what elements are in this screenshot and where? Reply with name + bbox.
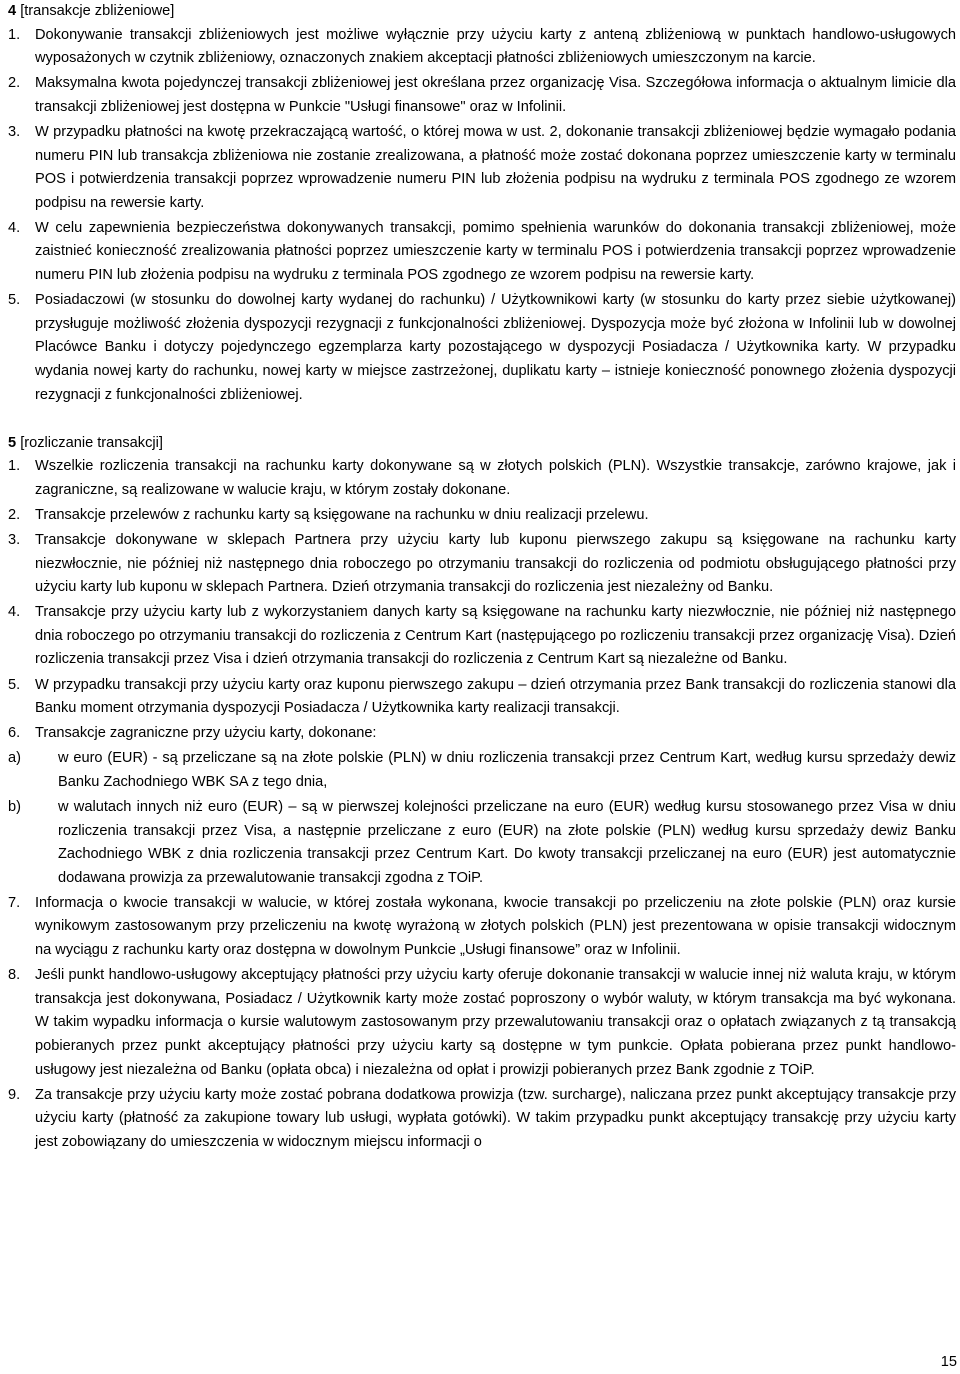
section-4 <box>8 0 956 407</box>
section-5-item-5 <box>8 674 956 721</box>
section-4-title: [transakcje zbliżeniowe] <box>20 3 175 19</box>
item-marker: 6. <box>8 725 21 742</box>
section-4-item-4 <box>8 217 956 288</box>
subitem-text: w euro (EUR) - są przeliczane są na złote polskie (PLN) w dniu rozliczenia transakcji przez Centrum Kart, według kursu sprzedaży dewiz Banku Zachodniego WBK SA z tego dnia, <box>58 750 956 790</box>
section-5-item-4 <box>8 601 956 672</box>
section-4-item-3 <box>8 121 956 215</box>
item-marker: 7. <box>8 894 21 911</box>
item-marker: 5. <box>8 676 21 693</box>
section-4-item-2 <box>8 72 956 119</box>
item-text: Transakcje zagraniczne przy użyciu karty, dokonane: <box>35 725 377 742</box>
item-text: Za transakcje przy użyciu karty może zostać pobrana dodatkowa prowizja (tzw. surcharge), naliczana przez punkt akceptujący transakcje przy użyciu karty (płatność za zakupione towary lub usługi, wypłata gotówki). W takim przypadku punkt akceptujący transakcję przy użyciu karty jest zobowiązany do umieszczenia w widocznym miejscu informacji o <box>35 1086 956 1150</box>
section-5-item-1 <box>8 455 956 502</box>
item-marker: 3. <box>8 531 21 548</box>
item-marker: 9. <box>8 1086 21 1103</box>
item-text: Maksymalna kwota pojedynczej transakcji zbliżeniowej jest określana przez organizację Visa. Szczegółowa informacja o aktualnym limicie dla transakcji zbliżeniowej jest dostępna w Punkcie "Usługi finansowe" oraz w Infolinii. <box>35 75 956 115</box>
item-text: W przypadku transakcji przy użyciu karty oraz kuponu pierwszego zakupu – dzień otrzymania przez Bank transakcji do rozliczenia stanowi dla Banku moment otrzymania dyspozycji Posiadacza / Użytkownika karty realizacji transakcji. <box>35 676 956 717</box>
item-text: Jeśli punkt handlowo-usługowy akceptujący płatności przy użyciu karty oferuje dokonanie transakcji w walucie innej niż waluta kraju, w którym transakcja jest dokonywana, Posiadacz / Użytkownik karty może zostać poproszony o wybór waluty, w którym transakcja ma być wykonana. W takim wypadku informacja o kursie walutowym zastosowanym przy przewalutowaniu transakcji oraz o opłatach związanych z tą transakcją pobieranych przez punkt akceptujący płatności przy użyciu karty są dostępne w tym punkcie. Opłata pobierana przez punkt handlowo-usługowy jest niezależna od Banku (opłata obca) i niezależna od opłat i prowizji pobieranych przez Bank zgodnie z TOiP. <box>35 967 956 1078</box>
section-4-item-5 <box>8 289 956 407</box>
item-text: Posiadaczowi (w stosunku do dowolnej karty wydanej do rachunku) / Użytkownikowi karty (w stosunku do karty przez siebie użytkowanej) przysługuje możliwość złożenia dyspozycji rezygnacji z funkcjonalności zbliżeniowej. Dyspozycja może być złożona w Infolinii lub w dowolnej Placówce Banku i dotyczy pojedynczego egzemplarza karty pozostającego w dyspozycji Posiadacza / Użytkownika karty. W przypadku wydania nowej karty do rachunku, nowej karty w miejsce zastrzeżonej, duplikatu karty – istnieje konieczność ponownego złożenia dyspozycji rezygnacji z funkcjonalności zbliżeniowej. <box>35 292 956 403</box>
item-marker: 5. <box>8 292 21 309</box>
item-text: Transakcje dokonywane w sklepach Partnera przy użyciu karty lub kuponu pierwszego zakupu są księgowane na rachunku karty niezwłocznie, nie później niż następnego dnia roboczego po otrzymaniu transakcji do rozliczenia od podmiotu obsługującego płatności przy użyciu karty lub kuponu w sklepach Partnera. Dzień otrzymania transakcji do rozliczenia jest niezależny od Banku. <box>35 531 956 596</box>
item-marker: 4. <box>8 604 21 621</box>
section-5-title: [rozliczanie transakcji] <box>20 434 163 451</box>
section-5-item-6-subitem-b <box>8 796 956 890</box>
section-5-item-6 <box>8 722 956 746</box>
item-text: Transakcje przelewów z rachunku karty są księgowane na rachunku w dniu realizacji przelewu. <box>35 506 649 523</box>
item-text: Transakcje przy użyciu karty lub z wykorzystaniem danych karty są księgowane na rachunku karty niezwłocznie, nie później niż następnego dnia roboczego po otrzymaniu transakcji do rozliczenia z Centrum Kart (następującego po rozliczeniu transakcji przez organizację Visa). Dzień rozliczenia transakcji przez Visa i dzień otrzymania transakcji do rozliczenia z Centrum Kart są niezależne od Banku. <box>35 604 956 668</box>
section-4-number: 4 <box>8 3 17 19</box>
document-page <box>8 0 956 1156</box>
section-gap <box>8 409 956 432</box>
item-marker: 2. <box>8 506 21 523</box>
item-text: Wszelkie rozliczenia transakcji na rachunku karty dokonywane są w złotych polskich (PLN). Wszystkie transakcje, zarówno krajowe, jak i zagraniczne, są realizowane w walucie kraju, w którym zostały dokonane. <box>35 458 956 498</box>
item-marker: 4. <box>8 219 21 236</box>
section-5-item-3 <box>8 529 956 600</box>
item-text: Informacja o kwocie transakcji w walucie, w której została wykonana, kwocie transakcji po przeliczeniu na złote polskie (PLN) oraz kursie wynikowym zastosowanym przy przeliczeniu na kwotę wyrażoną w złotych polskich (PLN) jest prezentowana w opisie transakcji widocznym na wyciągu z rachunku karty oraz dostępna w dowolnym Punkcie „Usługi finansowe” oraz w Infolinii. <box>35 894 956 959</box>
item-marker: 2. <box>8 75 21 92</box>
section-5 <box>8 432 956 1155</box>
section-5-heading <box>8 432 956 456</box>
section-4-heading <box>8 0 956 24</box>
section-5-item-7 <box>8 892 956 963</box>
subitem-marker: b) <box>8 799 21 815</box>
item-marker: 8. <box>8 967 21 984</box>
item-marker: 3. <box>8 123 21 140</box>
section-5-number: 5 <box>8 434 17 451</box>
item-marker: 1. <box>8 26 21 43</box>
section-4-item-1 <box>8 24 956 71</box>
item-text: W celu zapewnienia bezpieczeństwa dokonywanych transakcji, pomimo spełnienia warunków do dokonania transakcji zbliżeniowej, może zaistnieć konieczność zrealizowania płatności poprzez umieszczenie karty w terminalu POS i potwierdzenia transakcji poprzez wprowadzenie numeru PIN lub złożenia podpisu na wydruku z terminala POS zgodnego ze wzorem podpisu na rewersie karty. <box>35 219 956 284</box>
section-5-item-9 <box>8 1084 956 1155</box>
section-5-item-6-subitem-a <box>8 747 956 794</box>
section-5-item-2 <box>8 504 956 528</box>
item-text: Dokonywanie transakcji zbliżeniowych jest możliwe wyłącznie przy użyciu karty z anteną zbliżeniową w punktach handlowo-usługowych wyposażonych w czytnik zbliżeniowy, oznaczonych znakiem akceptacji płatności zbliżeniowych umieszczonym na karcie. <box>35 26 956 67</box>
item-text: W przypadku płatności na kwotę przekraczającą wartość, o której mowa w ust. 2, dokonanie transakcji zbliżeniowej będzie wymagało podania numeru PIN lub transakcja zbliżeniowa nie zostanie zrealizowana, a płatność może zostać dokonana poprzez umieszczenie karty w terminalu POS i potwierdzenia transakcji poprzez wprowadzenie numeru PIN lub złożenia podpisu na wydruku z terminala POS zgodnego ze wzorem podpisu na rewersie karty. <box>35 123 956 211</box>
section-5-item-8 <box>8 964 956 1082</box>
item-marker: 1. <box>8 458 21 475</box>
subitem-text: w walutach innych niż euro (EUR) – są w pierwszej kolejności przeliczane na euro (EUR) według kursu stosowanego przez Visa w dniu rozliczenia transakcji przez Visa, a następnie przeliczane z euro (EUR) na złote polskie (PLN) według kursu sprzedaży dewiz Banku Zachodniego WBK z dnia rozliczenia transakcji przez Centrum Kart. Do kwoty transakcji przeliczanej na euro (EUR) jest automatycznie dodawana prowizja za przewalutowanie transakcji zgodna z TOiP. <box>58 799 956 886</box>
page-number: 15 <box>940 1354 957 1370</box>
subitem-marker: a) <box>8 750 21 767</box>
